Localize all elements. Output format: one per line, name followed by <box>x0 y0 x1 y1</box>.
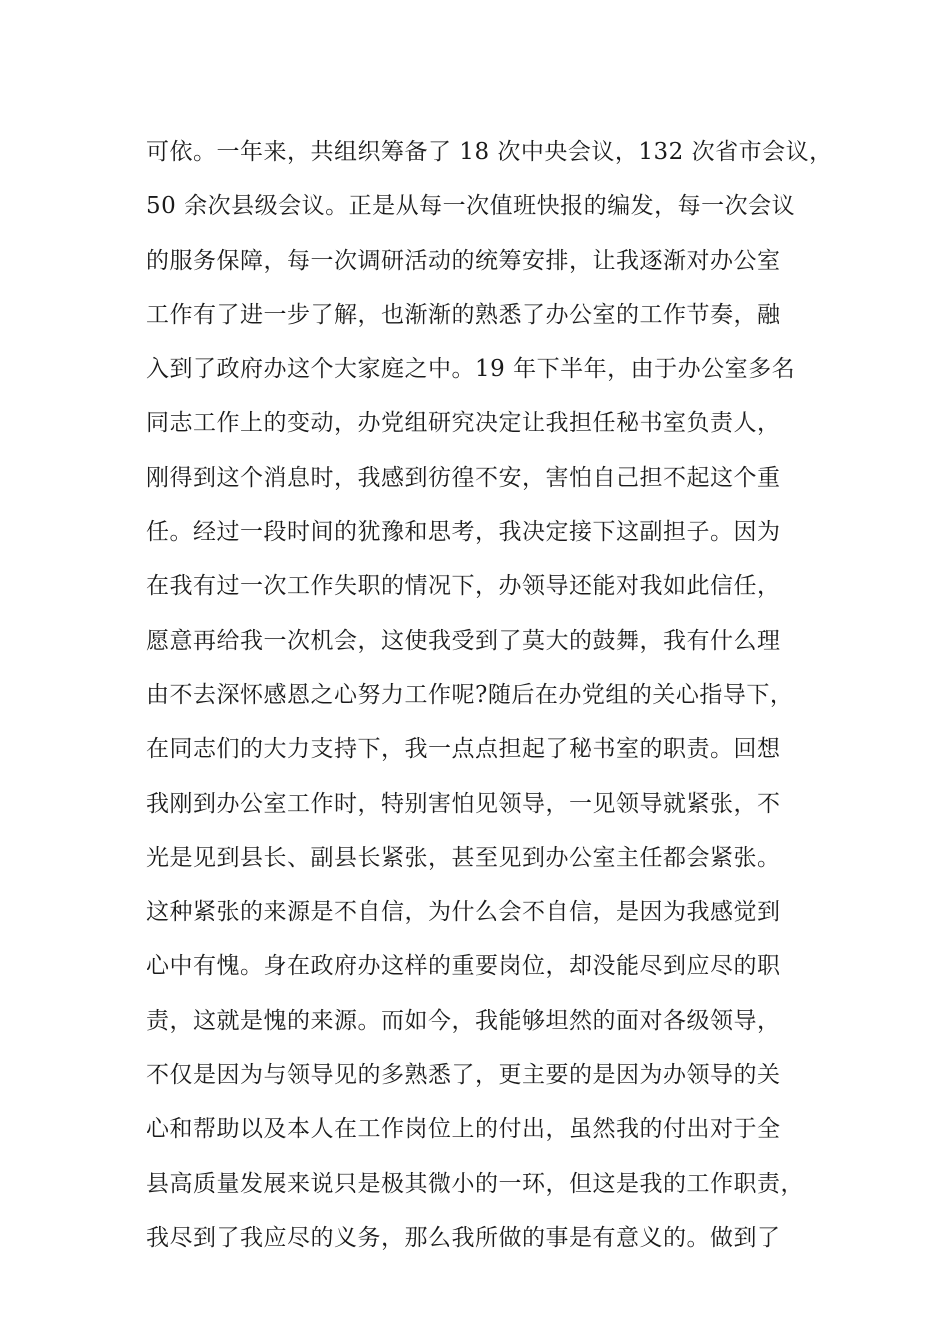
text-line-16: 心中有愧。身在政府办这样的重要岗位，却没能尽到应尽的职 <box>146 953 781 980</box>
text-line-3: 的服务保障，每一次调研活动的统筹安排，让我逐渐对办公室 <box>146 247 781 274</box>
text-line-6: 同志工作上的变动，办党组研究决定让我担任秘书室负责人， <box>146 410 781 437</box>
text-line-21: 我尽到了我应尽的义务，那么我所做的事是有意义的。做到了 <box>146 1224 781 1251</box>
text-line-13: 我刚到办公室工作时，特别害怕见领导，一见领导就紧张，不 <box>146 790 781 817</box>
text-line-14: 光是见到县长、副县长紧张，甚至见到办公室主任都会紧张。 <box>146 844 781 871</box>
text-line-8: 任。经过一段时间的犹豫和思考，我决定接下这副担子。因为 <box>146 519 781 546</box>
text-line-9: 在我有过一次工作失职的情况下，办领导还能对我如此信任， <box>146 573 781 600</box>
text-line-1: 可依。一年来，共组织筹备了 18 次中央会议，132 次省市会议， <box>146 139 833 165</box>
text-line-7: 刚得到这个消息时，我感到彷徨不安，害怕自己担不起这个重 <box>146 464 781 491</box>
text-line-20: 县高质量发展来说只是极其微小的一环，但这是我的工作职责， <box>146 1170 804 1197</box>
text-line-12: 在同志们的大力支持下，我一点点担起了秘书室的职责。回想 <box>146 736 781 763</box>
text-line-10: 愿意再给我一次机会，这使我受到了莫大的鼓舞，我有什么理 <box>146 627 781 654</box>
body-text <box>146 125 833 1265</box>
text-line-5: 入到了政府办这个大家庭之中。19 年下半年，由于办公室多名 <box>146 356 796 383</box>
text-line-19: 心和帮助以及本人在工作岗位上的付出，虽然我的付出对于全 <box>146 1116 781 1143</box>
text-line-18: 不仅是因为与领导见的多熟悉了，更主要的是因为办领导的关 <box>146 1062 781 1089</box>
text-line-15: 这种紧张的来源是不自信，为什么会不自信，是因为我感觉到 <box>146 899 781 926</box>
text-line-4: 工作有了进一步了解，也渐渐的熟悉了办公室的工作节奏，融 <box>146 301 781 328</box>
text-line-17: 责，这就是愧的来源。而如今，我能够坦然的面对各级领导， <box>146 1007 781 1034</box>
text-line-11: 由不去深怀感恩之心努力工作呢?随后在办党组的关心指导下， <box>146 681 794 708</box>
text-line-2: 50 余次县级会议。正是从每一次值班快报的编发，每一次会议 <box>146 193 796 220</box>
